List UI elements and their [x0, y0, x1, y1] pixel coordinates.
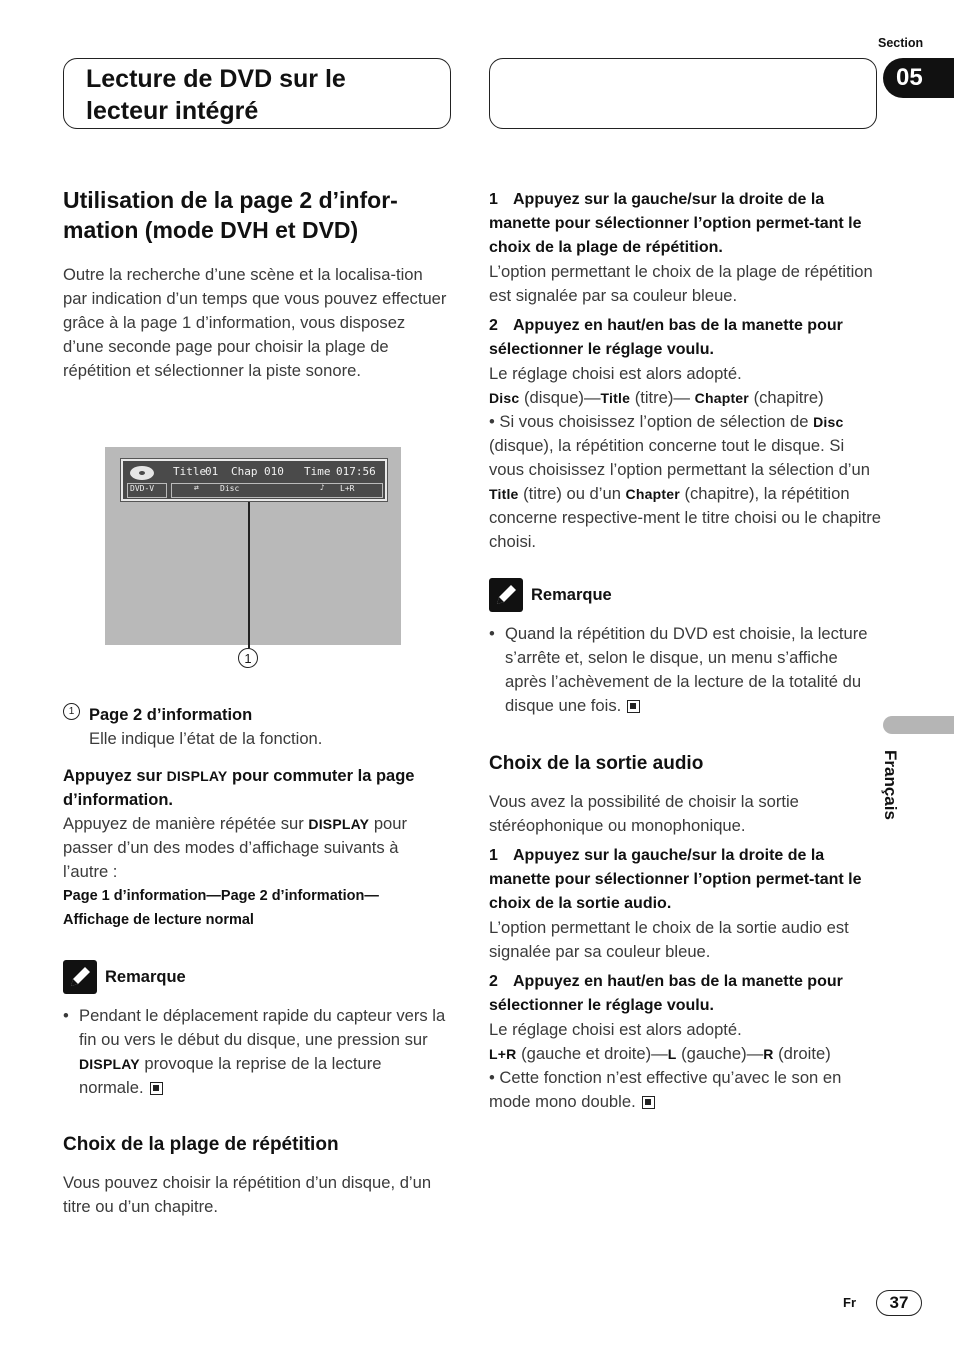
repeat-range-text: Vous pouvez choisir la répétition d’un disque, d’un titre ou d’un chapitre. [63, 1173, 432, 1216]
audio-step-2-desc: Le réglage choisi est alors adopté. [489, 1020, 742, 1039]
repeat-step-2-desc: Le réglage choisi est alors adopté. [489, 364, 742, 383]
legend-item [63, 703, 448, 751]
footer-language: Fr [843, 1295, 856, 1310]
legend-desc: Elle indique l’état de la fonction. [89, 729, 323, 748]
title-value: 01 [205, 465, 219, 478]
chap-label: Chap [231, 465, 258, 478]
display-repeat-text: Appuyez de manière répétée sur DISPLAY pour passer d’un des modes d’affichage suivants à l’autre : [63, 814, 408, 881]
left-column-lower [63, 703, 448, 1219]
left-column [63, 185, 448, 383]
audio-heading: Choix de la sortie audio [489, 753, 704, 774]
repeat-step-2: 2 Appuyez en haut/en bas de la manette pour sélectionner le réglage voulu. [489, 317, 843, 358]
audio-icon: ♪ [320, 483, 325, 492]
mode-box [127, 483, 167, 498]
audio-bullet: • Cette fonction n’est effective qu’avec le son en mode mono double. [489, 1068, 842, 1111]
time-label: Time [304, 465, 331, 478]
audio-step-2: 2 Appuyez en haut/en bas de la manette pour sélectionner le réglage voulu. [489, 973, 843, 1014]
display-instruction: Appuyez sur DISPLAY pour commuter la page d’information. [63, 767, 415, 809]
pencil-note-icon [489, 578, 523, 612]
legend-title: Page 2 d’information [89, 706, 253, 724]
display-modes: Page 1 d’information—Page 2 d’information— Affichage de lecture normal [63, 888, 379, 928]
repeat-range-heading: Choix de la plage de répétition [63, 1134, 339, 1155]
language-label: Français [881, 750, 900, 820]
intro-paragraph: Outre la recherche d’une scène et la localisa-tion par indication d’un temps que vous pouvez effectuer grâce à la page 1 d’information, vous disposez d’une seconde page pour choisir la plage de répétition et sélectionner la piste sonore. [63, 265, 447, 380]
legend-number: 1 [63, 703, 80, 720]
end-mark-icon [150, 1082, 163, 1095]
repeat-options: Disc (disque)—Title (titre)— Chapter (chapitre) [489, 388, 824, 407]
audio-step-1: 1 Appuyez sur la gauche/sur la droite de la manette pour sélectionner l’option permet-tant le choix de la sortie audio. [489, 847, 862, 912]
repeat-value: Disc [220, 484, 240, 493]
callout-number: 1 [238, 648, 258, 668]
audio-step-1-desc: L’option permettant le choix de la sortie audio est signalée par sa couleur bleue. [489, 918, 849, 961]
repeat-bullet: • Si vous choisissez l’option de sélection de Disc (disque), la répétition concerne tout le disque. Si vous choisissez l’option permettant la sélection d’un Title (titre) ou d’un Chapter (chapitre), la répétition concerne respective-ment le titre choisi ou le chapitre choisi. [489, 412, 881, 551]
title-label: Title [173, 465, 207, 478]
display-screenshot [105, 447, 401, 645]
repeat-step-1-desc: L’option permettant le choix de la plage de répétition est signalée par sa couleur bleue. [489, 262, 873, 305]
section-heading: Utilisation de la page 2 d’infor- mation (mode DVH et DVD) [63, 187, 398, 243]
audio-value: L+R [340, 484, 355, 493]
callout-line [248, 502, 250, 648]
audio-options: L+R (gauche et droite)—L (gauche)—R (droite) [489, 1044, 831, 1063]
section-number-tab: 05 [883, 58, 954, 98]
page-number: 37 [876, 1290, 922, 1316]
disc-icon [129, 465, 155, 481]
audio-intro: Vous avez la possibilité de choisir la sortie stéréophonique ou monophonique. [489, 792, 799, 835]
mode-value: DVD-V [130, 484, 155, 493]
end-mark-icon [642, 1096, 655, 1109]
chapter-title: Lecture de DVD sur le lecteur intégré [86, 65, 346, 125]
repeat-icon: ⇄ [194, 483, 199, 492]
end-mark-icon [627, 700, 640, 713]
note-heading: Remarque [63, 960, 448, 994]
repeat-step-1: 1 Appuyez sur la gauche/sur la droite de la manette pour sélectionner l’option permet-tant le choix de la plage de répétition. [489, 191, 862, 256]
info-bar [121, 459, 387, 501]
right-column [489, 188, 881, 1114]
chapter-title-box [63, 58, 451, 129]
chap-value: 010 [264, 465, 284, 478]
settings-box [171, 483, 383, 498]
empty-title-box [489, 58, 877, 129]
time-value: 017:56 [336, 465, 376, 478]
language-tab [883, 716, 954, 734]
note-bullet: • Pendant le déplacement rapide du capteur vers la fin ou vers le début du disque, une pression sur DISPLAY provoque la reprise de la lecture normale. [63, 1006, 446, 1097]
note-bullet: • Quand la répétition du DVD est choisie, la lecture s’arrête et, selon le disque, un menu s’affiche après l’achèvement de la lecture de la totalité du disque une fois. [489, 624, 868, 715]
pencil-note-icon [63, 960, 97, 994]
note-heading: Remarque [489, 578, 881, 612]
section-label: Section [878, 36, 924, 50]
